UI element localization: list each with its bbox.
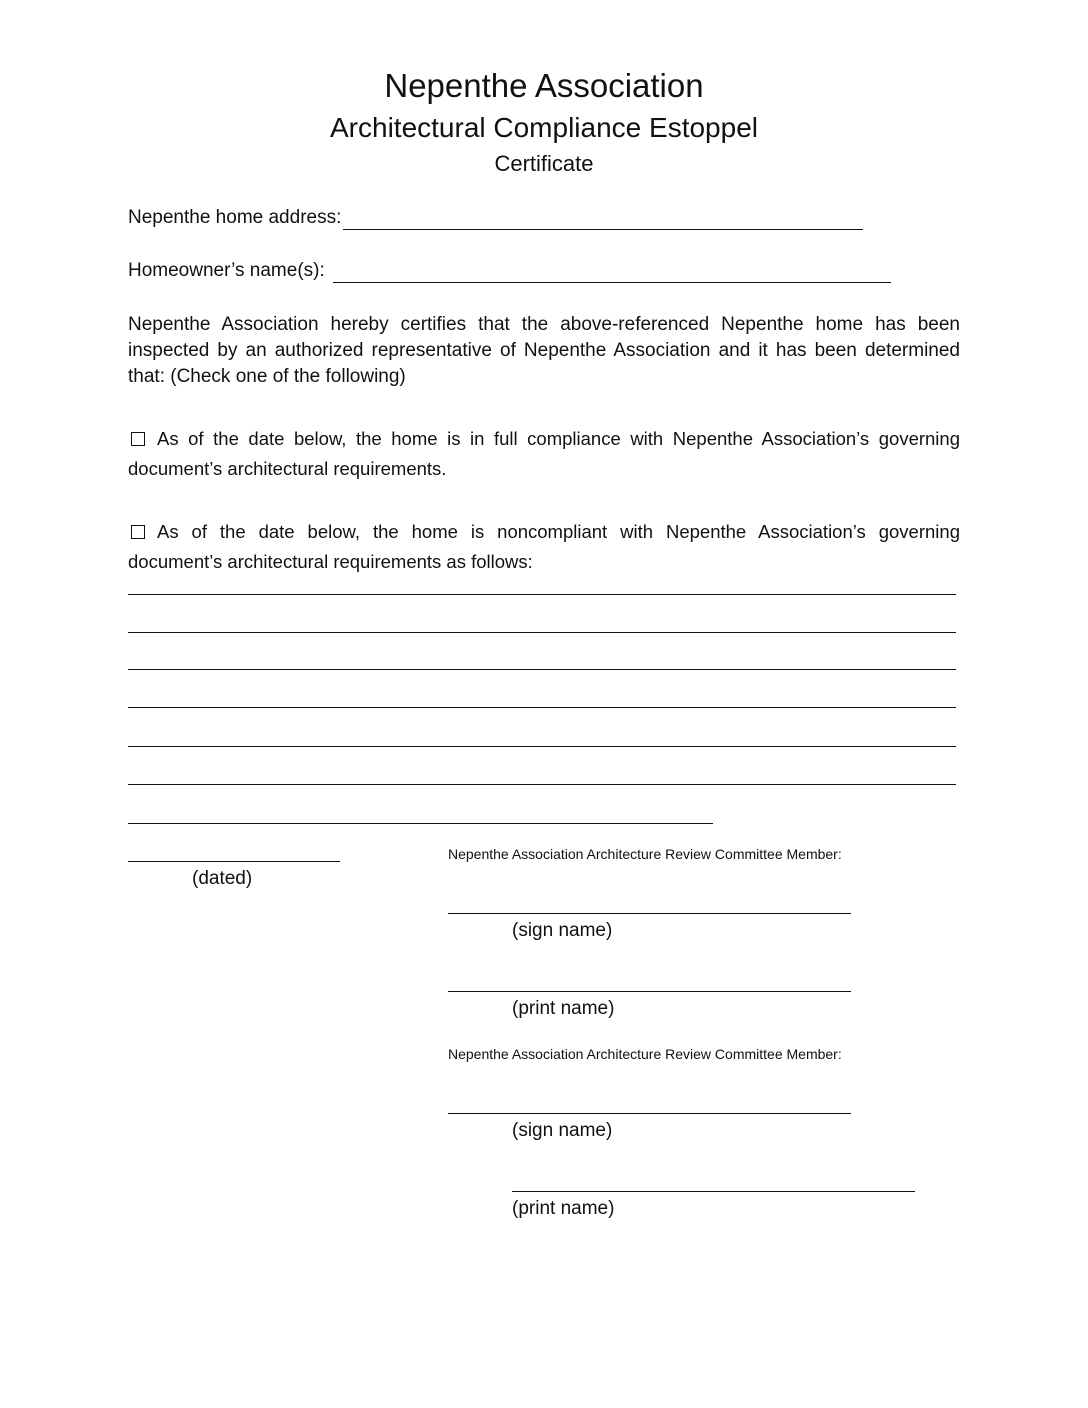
homeowner-field-row [128, 259, 891, 283]
homeowner-input-line[interactable] [333, 262, 891, 283]
compliant-checkbox[interactable] [131, 432, 145, 446]
explanation-line-2[interactable] [128, 632, 956, 633]
option-noncompliant-text: As of the date below, the home is noncompliant with Nepenthe Association’s governing document’s architectural requirements as follows: [128, 521, 960, 572]
noncompliant-checkbox[interactable] [131, 525, 145, 539]
print-line-2[interactable] [512, 1191, 915, 1192]
date-line[interactable] [128, 861, 340, 862]
address-label: Nepenthe home address: [128, 207, 342, 228]
explanation-line-7[interactable] [128, 823, 713, 824]
page-title: Nepenthe Association [384, 67, 704, 104]
option-compliant-text: As of the date below, the home is in full compliance with Nepenthe Association’s governing document’s architectural requirements. [128, 428, 960, 479]
page-subtitle: Architectural Compliance Estoppel [330, 112, 758, 143]
explanation-line-3[interactable] [128, 669, 956, 670]
address-field-row [128, 206, 863, 230]
explanation-line-6[interactable] [128, 784, 956, 785]
committee-label-2: Nepenthe Association Architecture Review Committee Member: [448, 1046, 842, 1062]
sign-line-1[interactable] [448, 913, 851, 914]
dated-label: (dated) [192, 868, 253, 889]
sign-label-2: (sign name) [512, 1120, 613, 1141]
explanation-line-5[interactable] [128, 746, 956, 747]
certification-paragraph: Nepenthe Association hereby certifies that the above-referenced Nepenthe home has been inspected by an authorized representative of Nepenthe Association and it has been determined that: (Check one of the following) [128, 314, 960, 387]
address-input-line[interactable] [343, 209, 863, 230]
option-compliant [128, 424, 960, 484]
committee-label-1: Nepenthe Association Architecture Review Committee Member: [448, 846, 842, 862]
homeowner-label: Homeowner’s name(s): [128, 260, 325, 281]
print-label-2: (print name) [512, 1198, 615, 1219]
sign-line-2[interactable] [448, 1113, 851, 1114]
explanation-line-1[interactable] [128, 594, 956, 595]
print-label-1: (print name) [512, 998, 615, 1019]
option-noncompliant [128, 517, 960, 577]
document-type: Certificate [494, 151, 594, 176]
sign-label-1: (sign name) [512, 920, 613, 941]
print-line-1[interactable] [448, 991, 851, 992]
explanation-line-4[interactable] [128, 707, 956, 708]
